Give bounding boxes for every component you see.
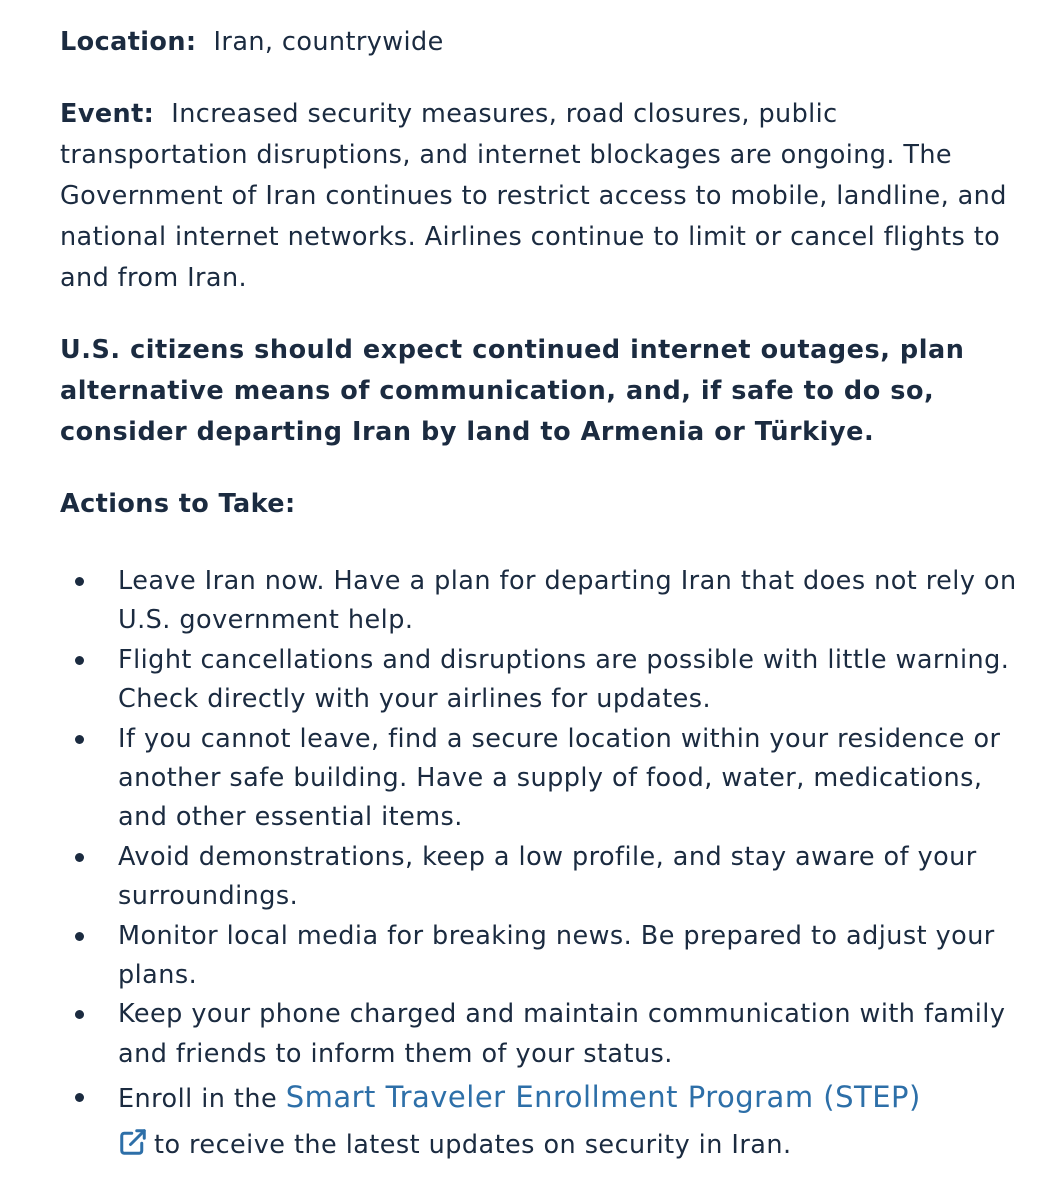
location-label: Location:: [60, 27, 197, 57]
list-item: [60, 995, 1020, 1074]
actions-heading: Actions to Take:: [60, 489, 296, 519]
event-label: Event:: [60, 99, 155, 129]
list-item-enroll: [60, 1074, 1020, 1168]
alert-content: [60, 22, 1020, 556]
bullet-icon: [75, 853, 84, 862]
external-link-icon[interactable]: [118, 1127, 148, 1157]
list-item: [60, 720, 1020, 838]
action-text: Leave Iran now. Have a plan for departing Iran that does not rely on U.S. government help.: [118, 566, 1017, 636]
action-text: Monitor local media for breaking news. Be prepared to adjust your plans.: [118, 920, 995, 991]
action-text: Keep your phone charged and maintain communication with family and friends to inform them of your status.: [118, 999, 1006, 1069]
action-text: Avoid demonstrations, keep a low profile, and stay aware of your surroundings.: [118, 841, 977, 912]
bullet-icon: [75, 656, 84, 665]
step-enrollment-link[interactable]: Smart Traveler Enrollment Program (STEP): [285, 1080, 921, 1115]
action-text: If you cannot leave, find a secure location within your residence or another safe building. Have a supply of food, water, medications, and other essential items.: [118, 723, 1001, 833]
bullet-icon: [75, 932, 84, 941]
event-text: Increased security measures, road closures, public transportation disruptions, and internet blockages are ongoing. The Government of Iran continues to restrict access to mobile, landline, and national internet networks. Airlines continue to limit or cancel flights to and from Iran.: [60, 99, 1007, 293]
location-value: Iran, countrywide: [213, 27, 444, 57]
list-item: [60, 917, 1020, 996]
event-paragraph: [60, 94, 1020, 299]
bullet-icon: [75, 1093, 84, 1102]
bullet-icon: [75, 1010, 84, 1019]
location-line: [60, 22, 1020, 63]
warning-text: U.S. citizens should expect continued internet outages, plan alternative means of communication, and, if safe to do so, consider departing Iran by land to Armenia or Türkiye.: [60, 335, 965, 447]
bullet-icon: [75, 735, 84, 744]
action-text: Flight cancellations and disruptions are possible with little warning. Check directly with your airlines for updates.: [118, 644, 1010, 715]
list-item: [60, 838, 1020, 917]
actions-list: [60, 562, 1020, 1168]
enroll-prefix: Enroll in the: [118, 1084, 278, 1115]
list-item: [60, 562, 1020, 641]
bullet-icon: [75, 577, 84, 586]
enroll-suffix: to receive the latest updates on security in Iran.: [154, 1130, 792, 1161]
list-item: [60, 641, 1020, 720]
